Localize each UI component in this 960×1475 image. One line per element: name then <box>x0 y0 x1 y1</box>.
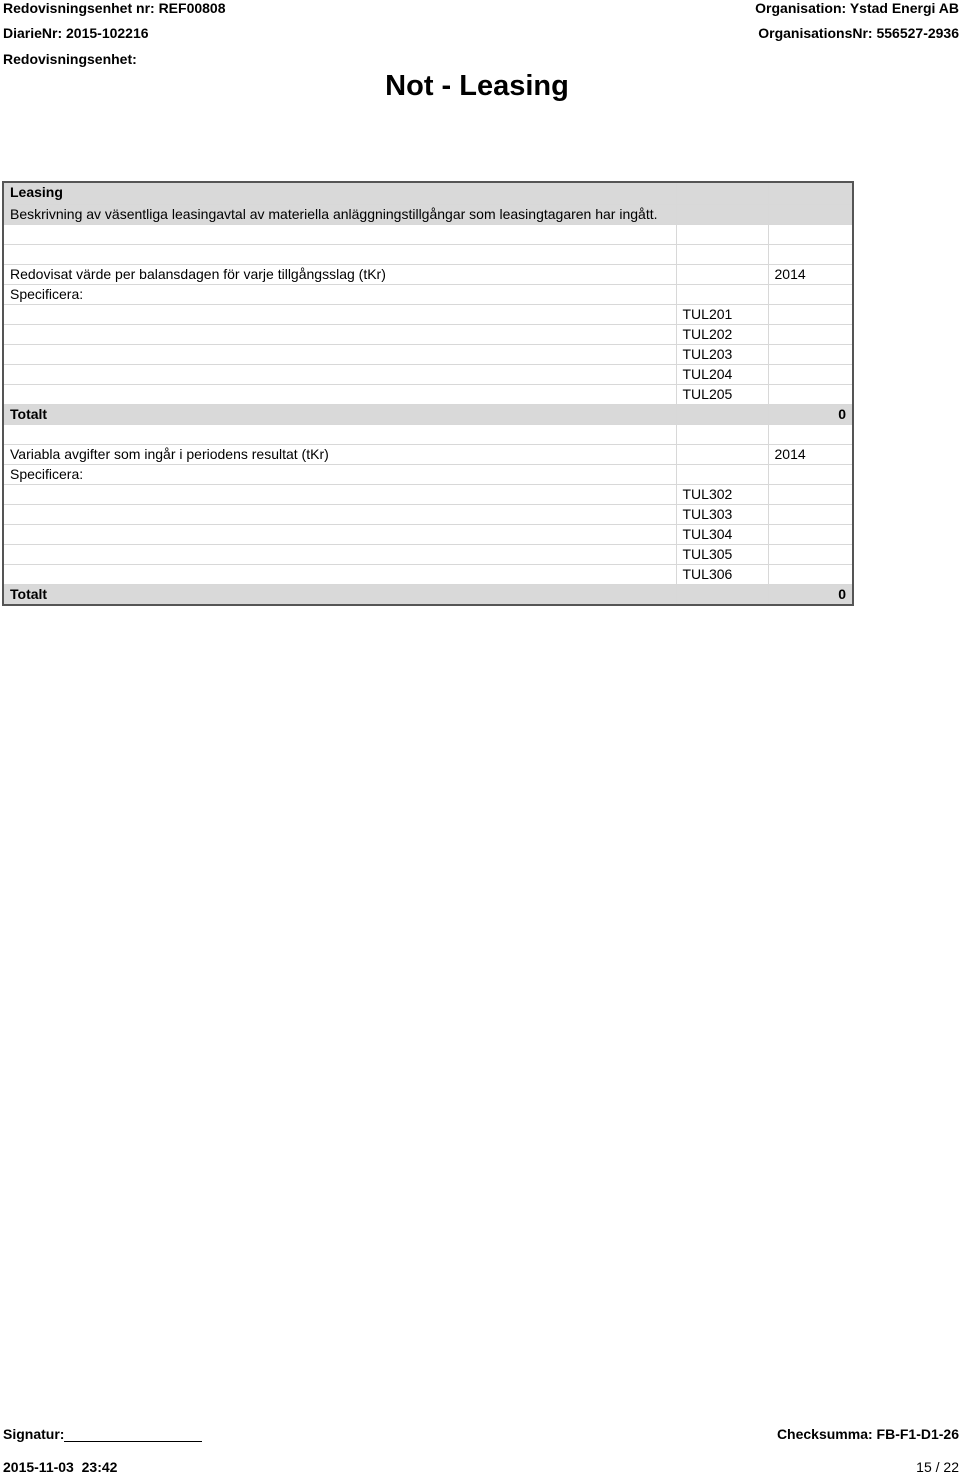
block2-heading-row <box>3 445 853 465</box>
spec-input[interactable] <box>3 385 676 405</box>
row-code: TUL205 <box>676 385 768 405</box>
block2-year: 2014 <box>768 445 853 465</box>
page-title: Not - Leasing <box>385 70 569 102</box>
row-code: TUL201 <box>676 305 768 325</box>
leasing-table <box>2 181 854 606</box>
row-code: TUL302 <box>676 485 768 505</box>
block1-year: 2014 <box>768 265 853 285</box>
organisation-name: Organisation: Ystad Energi AB <box>755 0 959 16</box>
section-title: Leasing <box>3 182 676 205</box>
spec-input[interactable] <box>3 325 676 345</box>
row-code: TUL202 <box>676 325 768 345</box>
signature-line <box>64 1427 202 1442</box>
signature-label: Signatur: <box>3 1426 65 1442</box>
block1-total-label: Totalt <box>3 405 676 425</box>
spec-input[interactable] <box>3 365 676 385</box>
block2-total-row <box>3 585 853 606</box>
block2-specify-label: Specificera: <box>3 465 676 485</box>
table-row[interactable] <box>3 325 853 345</box>
row-code: TUL305 <box>676 545 768 565</box>
value-input[interactable] <box>768 345 853 365</box>
table-row[interactable] <box>3 525 853 545</box>
spec-input[interactable] <box>3 305 676 325</box>
value-input[interactable] <box>768 325 853 345</box>
block1-total-value: 0 <box>768 405 853 425</box>
signature-field <box>3 1426 202 1442</box>
block2-total-value: 0 <box>768 585 853 606</box>
table-row[interactable] <box>3 305 853 325</box>
row-code: TUL304 <box>676 525 768 545</box>
table-row[interactable] <box>3 345 853 365</box>
block2-total-label: Totalt <box>3 585 676 606</box>
block1-specify-label: Specificera: <box>3 285 676 305</box>
table-row[interactable] <box>3 505 853 525</box>
spec-input[interactable] <box>3 505 676 525</box>
reporting-unit-label: Redovisningsenhet: <box>3 51 137 67</box>
value-input[interactable] <box>768 565 853 585</box>
row-code: TUL306 <box>676 565 768 585</box>
block2-specify-row <box>3 465 853 485</box>
spec-input[interactable] <box>3 345 676 365</box>
table-row[interactable] <box>3 545 853 565</box>
value-input[interactable] <box>768 305 853 325</box>
block1-specify-row <box>3 285 853 305</box>
value-input[interactable] <box>768 365 853 385</box>
table-row[interactable] <box>3 565 853 585</box>
value-input[interactable] <box>768 385 853 405</box>
value-input[interactable] <box>768 485 853 505</box>
row-code: TUL303 <box>676 505 768 525</box>
value-input[interactable] <box>768 505 853 525</box>
value-input[interactable] <box>768 545 853 565</box>
organisation-number: OrganisationsNr: 556527-2936 <box>758 25 959 41</box>
section-description: Beskrivning av väsentliga leasingavtal av materiella anläggningstillgångar som leasingtagaren har ingått. <box>3 205 676 225</box>
spec-input[interactable] <box>3 525 676 545</box>
section-header-row <box>3 182 853 205</box>
timestamp: 2015-11-03 23:42 <box>3 1459 118 1475</box>
row-code: TUL204 <box>676 365 768 385</box>
spec-input[interactable] <box>3 565 676 585</box>
description-input[interactable] <box>3 225 676 245</box>
table-row[interactable] <box>3 385 853 405</box>
block1-heading-row <box>3 265 853 285</box>
block1-heading: Redovisat värde per balansdagen för varje tillgångsslag (tKr) <box>3 265 676 285</box>
description-input-row[interactable] <box>3 225 853 245</box>
unit-number: Redovisningsenhet nr: REF00808 <box>3 0 226 16</box>
checksum: Checksumma: FB-F1-D1-26 <box>776 1426 959 1442</box>
diarie-number: DiarieNr: 2015-102216 <box>3 25 149 41</box>
table-row[interactable] <box>3 365 853 385</box>
spec-input[interactable] <box>3 545 676 565</box>
description-row <box>3 205 853 225</box>
table-row[interactable] <box>3 485 853 505</box>
page-number: 15 / 22 <box>916 1459 959 1475</box>
value-input[interactable] <box>768 525 853 545</box>
row-code: TUL203 <box>676 345 768 365</box>
block1-total-row <box>3 405 853 425</box>
spec-input[interactable] <box>3 485 676 505</box>
block2-heading: Variabla avgifter som ingår i periodens resultat (tKr) <box>3 445 676 465</box>
